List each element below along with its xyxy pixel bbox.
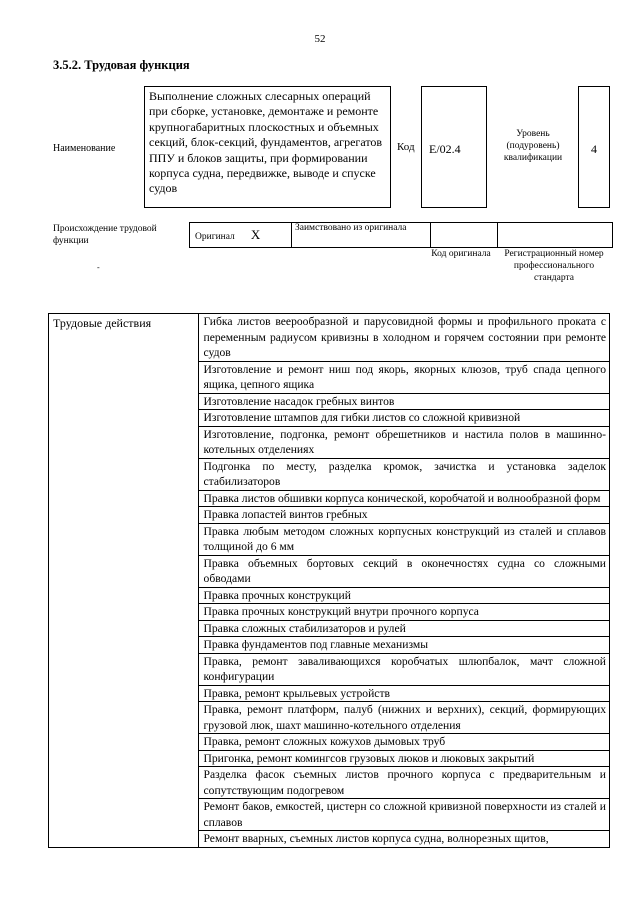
list-item: Правка прочных конструкций внутри прочного корпуса (199, 604, 609, 621)
page-number: 52 (314, 33, 326, 45)
origin-label: Происхождение трудовой функции (53, 224, 157, 246)
labor-actions-table (48, 313, 610, 848)
list-item: Правка фундаментов под главные механизмы (199, 637, 609, 654)
list-item: Правка любым методом сложных корпусных конструкций из сталей и сплавов толщиной до 6 мм (199, 524, 609, 556)
stray-mark: - (97, 263, 100, 272)
list-item: Правка прочных конструкций (199, 588, 609, 605)
list-item: Правка, ремонт сложных кожухов дымовых труб (199, 734, 609, 751)
level-value: 4 (591, 142, 597, 156)
code-box (421, 86, 487, 208)
code-original-caption: Код оригинала (431, 249, 491, 259)
reg-number-cell (498, 223, 613, 248)
level-box (578, 86, 610, 208)
origin-table (189, 222, 613, 248)
list-item: Ремонт баков, емкостей, цистерн со сложной кривизной поверхности из сталей и сплавов (199, 799, 609, 831)
list-item: Правка, ремонт крыльевых устройств (199, 686, 609, 703)
labor-actions-list (198, 314, 609, 848)
code-label: Код (397, 141, 415, 153)
list-item: Гибка листов веерообразной и парусовидной формы и профильного проката с переменным радиусом кривизны в холодном и горячем состоянии при ремонте судов (199, 314, 609, 362)
function-name-box: Выполнение сложных слесарных операций при сборке, установке, демонтаже и ремонте крупногабаритных плоскостных и объемных секций, блок-секций, фундаментов, агрегатов ППУ и блоков защиты, при формировании корпуса судна, передвижке, выводе и спуске судов (144, 86, 391, 208)
section-title: 3.5.2. Трудовая функция (53, 58, 190, 72)
list-item: Изготовление насадок гребных винтов (199, 394, 609, 411)
original-label: Оригинал (195, 232, 235, 242)
list-item: Подгонка по месту, разделка кромок, зачистка и установка заделок стабилизаторов (199, 459, 609, 491)
original-cell (190, 223, 292, 248)
list-item: Правка, ремонт заваливающихся коробчатых шлюпбалок, мачт сложной конфигурации (199, 654, 609, 686)
list-item: Изготовление и ремонт ниш под якорь, якорных клюзов, труб спада цепного ящика, цепного ящика (199, 362, 609, 394)
code-value: E/02.4 (429, 142, 461, 156)
borrowed-cell: Заимствовано из оригинала (292, 223, 431, 248)
list-item: Правка лопастей винтов гребных (199, 507, 609, 524)
labor-actions-label: Трудовые действия (49, 314, 199, 848)
list-item: Правка объемных бортовых секций в оконечностях судна со сложными обводами (199, 556, 609, 588)
code-original-cell (431, 223, 498, 248)
list-item: Правка, ремонт платформ, палуб (нижних и верхних), секций, формирующих грузовой люк, шахт машинно-котельного отделения (199, 702, 609, 734)
name-label: Наименование (53, 143, 116, 154)
level-label: Уровень (подуровень) квалификации (503, 129, 563, 163)
list-item: Изготовление штампов для гибки листов со сложной кривизной (199, 410, 609, 427)
list-item: Изготовление, подгонка, ремонт обрешетников и настила полов в машинно-котельных отделениях (199, 427, 609, 459)
list-item: Разделка фасок съемных листов прочного корпуса с предварительным и сопутствующим подогревом (199, 767, 609, 799)
list-item: Правка листов обшивки корпуса конической, коробчатой и волнообразной форм (199, 491, 609, 508)
reg-number-caption: Регистрационный номер профессионального стандарта (504, 249, 604, 283)
list-item: Ремонт вварных, съемных листов корпуса судна, волнорезных щитов, (203, 832, 549, 845)
list-item: Пригонка, ремонт комингсов грузовых люков и люковых закрытий (199, 751, 609, 768)
list-item: Правка сложных стабилизаторов и рулей (199, 621, 609, 638)
original-mark: X (250, 227, 261, 242)
